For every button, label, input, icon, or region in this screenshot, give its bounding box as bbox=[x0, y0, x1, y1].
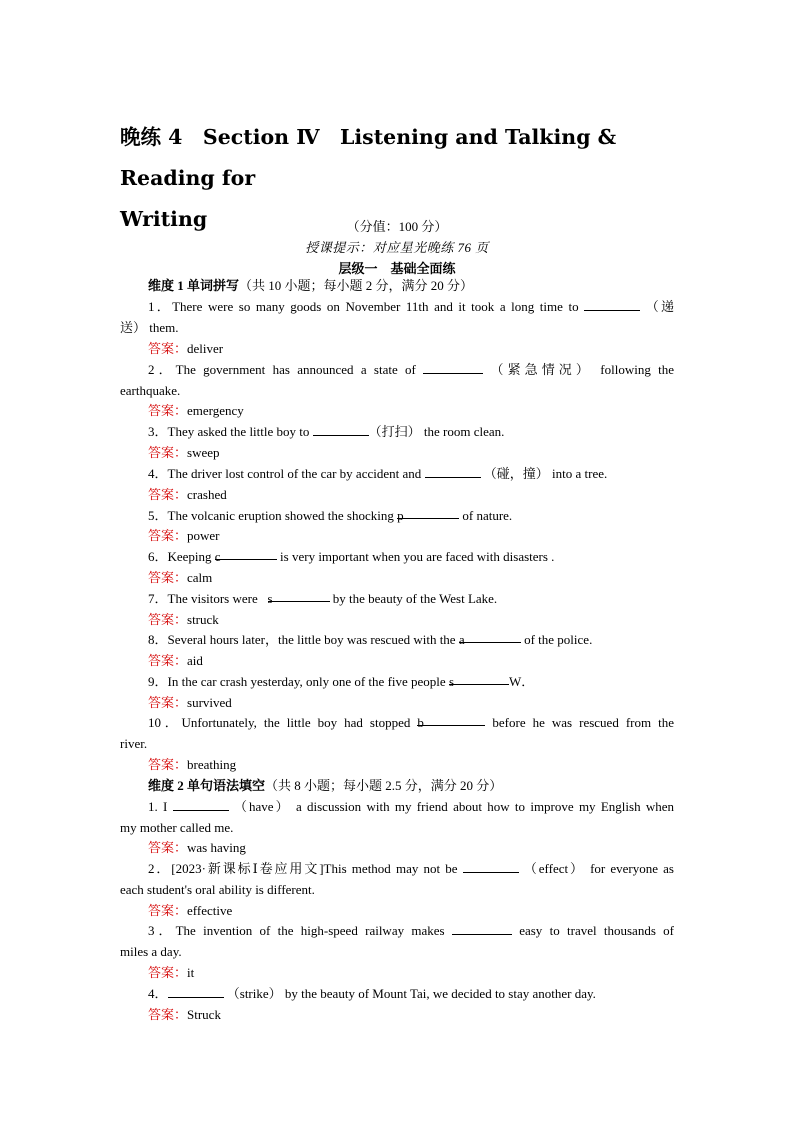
blank: c bbox=[215, 547, 277, 560]
grammar-question-4: 4． （strike） by the beauty of Mount Tai, we decided to stay another day. bbox=[148, 986, 596, 1001]
answer-6: 答案：calm bbox=[148, 570, 213, 585]
blank bbox=[463, 860, 519, 873]
section-heading-2: 维度 2 单句语法填空（共 8 小题；每小题 2.5 分，满分 20 分） bbox=[148, 778, 503, 793]
grammar-answer-2: 答案：effective bbox=[148, 903, 233, 918]
grammar-question-3-cont: miles a day. bbox=[120, 944, 182, 959]
blank bbox=[584, 298, 640, 311]
answer-2: 答案：emergency bbox=[148, 403, 244, 418]
teach-note: 授课提示：对应星光晚练 76 页 bbox=[305, 240, 489, 255]
blank: b bbox=[417, 713, 485, 726]
answer-9: 答案：survived bbox=[148, 695, 232, 710]
section-heading-1: 维度 1 单词拼写（共 10 小题；每小题 2 分，满分 20 分） bbox=[148, 278, 474, 293]
answer-7: 答案：struck bbox=[148, 612, 219, 627]
question-1: 1．There were so many goods on November 11th and it took a long time to （递 bbox=[148, 299, 675, 314]
blank bbox=[425, 465, 481, 478]
blank bbox=[423, 361, 483, 374]
blank bbox=[313, 423, 369, 436]
grammar-question-1: 1. I （have） a discussion with my friend about how to improve my English when bbox=[148, 799, 675, 814]
question-7: 7．The visitors were s by the beauty of the West Lake. bbox=[148, 591, 498, 606]
grammar-question-2-cont: each student's oral ability is different. bbox=[120, 882, 315, 897]
question-2-cont: earthquake. bbox=[120, 383, 181, 398]
level-heading: 层级一 基础全面练 bbox=[338, 261, 456, 276]
grammar-question-1-cont: my mother called me. bbox=[120, 820, 234, 835]
score-note: （分值：100 分） bbox=[346, 219, 448, 234]
blank: a bbox=[459, 630, 521, 643]
answer-1: 答案：deliver bbox=[148, 341, 224, 356]
grammar-answer-1: 答案：was having bbox=[148, 840, 246, 855]
page-title: 晚练 4 Section Ⅳ Listening and Talking & Reading for Writing bbox=[120, 125, 617, 231]
blank: s bbox=[449, 672, 509, 685]
question-9: 9．In the car crash yesterday, only one of the five people s W． bbox=[148, 674, 535, 689]
blank: s bbox=[268, 589, 330, 602]
question-3: 3．They asked the little boy to （打扫） the room clean. bbox=[148, 424, 505, 439]
question-4: 4．The driver lost control of the car by accident and （碰，撞） into a tree. bbox=[148, 466, 608, 481]
blank bbox=[173, 798, 229, 811]
blank bbox=[452, 922, 512, 935]
grammar-answer-3: 答案：it bbox=[148, 965, 195, 980]
answer-10: 答案：breathing bbox=[148, 757, 237, 772]
grammar-question-2: 2．[2023·新课标Ⅰ卷应用文]This method may not be （effect） for everyone as bbox=[148, 861, 674, 876]
answer-8: 答案：aid bbox=[148, 653, 203, 668]
blank: p bbox=[397, 506, 459, 519]
grammar-answer-4: 答案：Struck bbox=[148, 1007, 221, 1022]
answer-4: 答案：crashed bbox=[148, 487, 227, 502]
question-8: 8．Several hours later，the little boy was rescued with the a of the police. bbox=[148, 632, 593, 647]
question-1-cont: 送） them. bbox=[120, 320, 179, 335]
question-2: 2．The government has announced a state of （紧急情况） following the bbox=[148, 362, 675, 377]
answer-3: 答案：sweep bbox=[148, 445, 220, 460]
question-6: 6．Keeping c is very important when you are faced with disasters . bbox=[148, 549, 555, 564]
grammar-question-3: 3．The invention of the high-speed railway makes easy to travel thousands of bbox=[148, 923, 675, 938]
question-10-cont: river. bbox=[120, 736, 148, 751]
answer-5: 答案：power bbox=[148, 528, 220, 543]
question-10: 10．Unfortunately, the little boy had stopped b before he was rescued from the bbox=[148, 715, 674, 730]
question-5: 5．The volcanic eruption showed the shocking p of nature. bbox=[148, 508, 513, 523]
blank bbox=[168, 985, 224, 998]
